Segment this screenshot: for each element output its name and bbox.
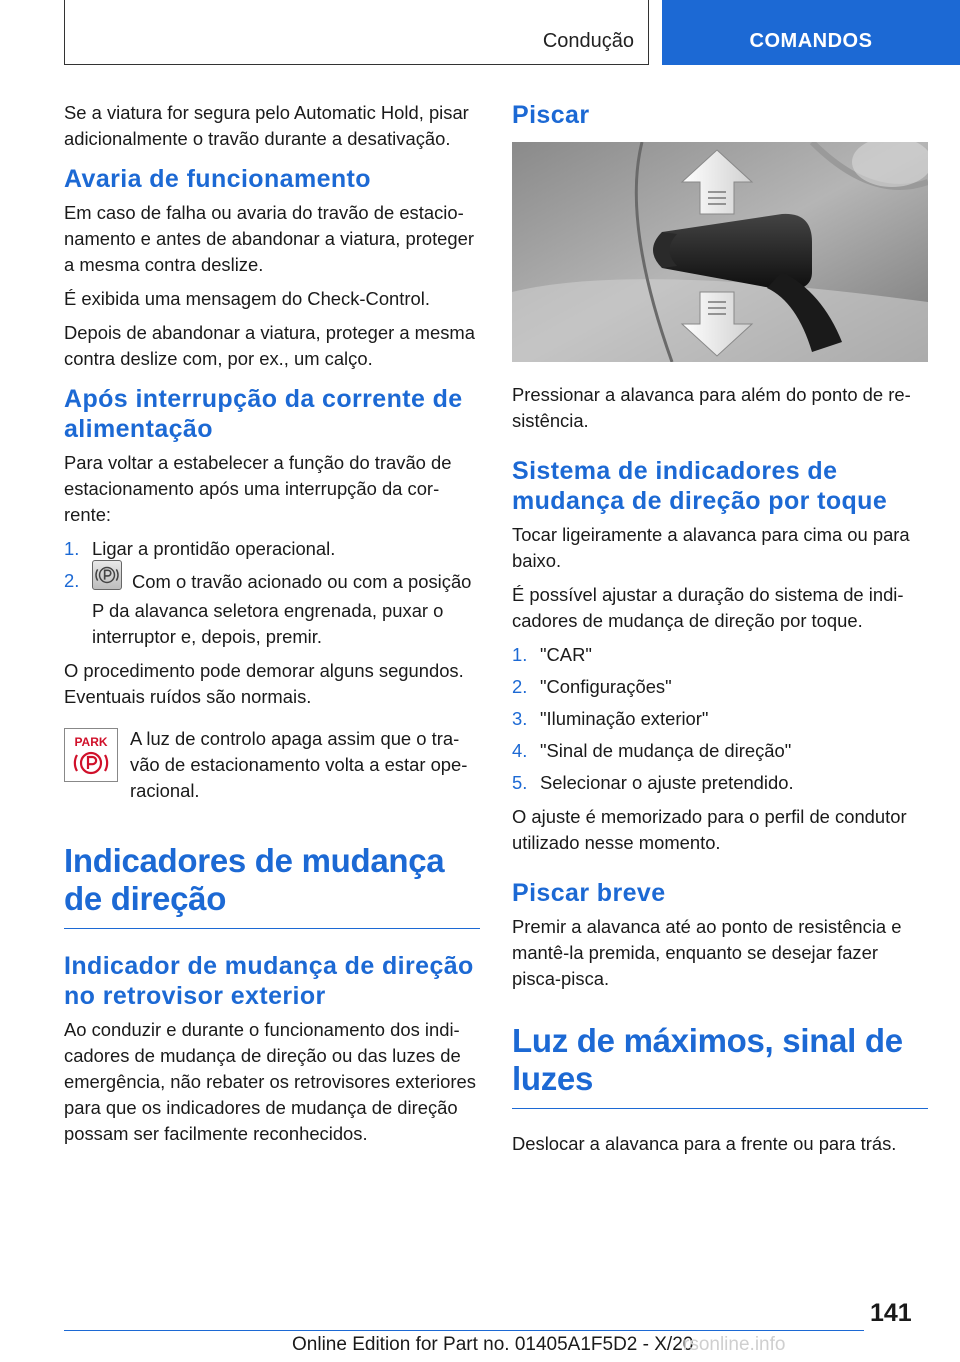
heading-high-beam: Luz de máximos, sinal de luzes xyxy=(512,1022,928,1109)
malfunction-paragraph-2: É exibida uma mensagem do Check-Control. xyxy=(64,288,430,309)
step-number: 4. xyxy=(512,740,528,761)
mirror-paragraph: Ao conduzir e durante o funcionamento dos indicadores de mudança de direção ou das luzes de emergência, não rebater os retrovisores exteriores para que os indicadores de mudança de direção possam ser facilmente reconhecidos. xyxy=(64,1019,476,1144)
touch-paragraph-1: Tocar ligeiramente a alavanca para cima ou para baixo. xyxy=(512,524,910,571)
list-item xyxy=(512,738,928,764)
power-paragraph: Para voltar a estabelecer a função do travão de estacionamento após uma interrupção da corrente: xyxy=(64,452,452,525)
step-number: 1. xyxy=(512,644,528,665)
list-item xyxy=(64,568,480,650)
header-chapter-tab[interactable] xyxy=(662,0,960,65)
header-chapter-label: COMANDOS xyxy=(749,30,873,52)
header-box xyxy=(64,0,649,65)
malfunction-paragraph-1: Em caso de falha ou avaria do travão de estacionamento e antes de abandonar a viatura, proteger a mesma contra deslize. xyxy=(64,202,474,275)
park-icon-label: PARK xyxy=(74,735,108,749)
page-number: 141 xyxy=(870,1299,912,1327)
step-number: 3. xyxy=(512,708,528,729)
step-text: "Sinal de mudança de direção" xyxy=(540,740,792,761)
step-number: 2. xyxy=(64,570,80,591)
step-text: Ligar a prontidão operacional. xyxy=(92,538,336,559)
step-number: 5. xyxy=(512,772,528,793)
left-column xyxy=(64,100,480,1155)
parking-brake-switch-icon xyxy=(92,560,122,590)
memo-paragraph: O ajuste é memorizado para o perfil de condutor utilizado nesse momento. xyxy=(512,806,907,853)
park-paragraph: A luz de controlo apaga assim que o travão de estacionamento volta a estar operacional. xyxy=(130,728,468,801)
settings-steps-list xyxy=(512,642,928,796)
heading-mirror-indicator: Indicador de mudança de direção no retrovisor exterior xyxy=(64,952,474,1010)
right-column xyxy=(512,100,928,1165)
list-item xyxy=(512,770,928,796)
heading-malfunction: Avaria de funcionamento xyxy=(64,165,371,193)
list-item xyxy=(512,642,928,668)
malfunction-paragraph-3: Depois de abandonar a viatura, proteger a mesma contra deslize com, por ex., um calço. xyxy=(64,322,475,369)
procedure-paragraph: O procedimento pode demorar alguns segundos. Eventuais ruídos são normais. xyxy=(64,660,464,707)
step-text: "CAR" xyxy=(540,644,592,665)
flash-paragraph: Pressionar a alavanca para além do ponto de resistência. xyxy=(512,384,911,431)
list-item xyxy=(512,674,928,700)
heading-brief-flash: Piscar breve xyxy=(512,879,666,907)
turn-signal-lever-photo xyxy=(512,142,928,362)
header-section-title: Condução xyxy=(542,30,634,52)
heading-power-interruption: Após interrupção da corrente de alimentação xyxy=(64,385,463,443)
footer-edition: Online Edition for Part no. 01405A1F5D2 - X/20 xyxy=(292,1334,694,1355)
list-item xyxy=(64,536,480,562)
touch-paragraph-2: É possível ajustar a duração do sistema de indicadores de mudança de direção por toque. xyxy=(512,584,904,631)
power-steps-list xyxy=(64,536,480,650)
step-2-text: Com o travão acionado ou com a posição P da alavanca seletora engrenada, puxar o interruptor e, depois, premir. xyxy=(92,570,472,647)
step-text: "Iluminação exterior" xyxy=(540,708,709,729)
beam-paragraph: Deslocar a alavanca para a frente ou para trás. xyxy=(512,1133,897,1154)
step-number: 1. xyxy=(64,538,80,559)
step-text: Selecionar o ajuste pretendido. xyxy=(540,772,794,793)
step-number: 2. xyxy=(512,676,528,697)
list-item xyxy=(512,706,928,732)
watermark: rsonline.info xyxy=(683,1334,786,1355)
park-indicator-icon xyxy=(64,728,118,782)
heading-flash: Piscar xyxy=(512,101,590,129)
intro-paragraph: Se a viatura for segura pelo Automatic Hold, pisar adicionalmente o travão durante a desativação. xyxy=(64,102,469,149)
step-text xyxy=(92,568,480,650)
park-indicator-note xyxy=(64,726,480,804)
heading-touch-signal: Sistema de indicadores de mudança de direção por toque xyxy=(512,457,888,515)
step-text: "Configurações" xyxy=(540,676,672,697)
brief-paragraph: Premir a alavanca até ao ponto de resistência e mantê-la premida, enquanto se desejar fazer pisca-pisca. xyxy=(512,916,902,989)
heading-turn-indicators: Indicadores de mudança de direção xyxy=(64,842,480,929)
footer-rule xyxy=(64,1330,864,1331)
